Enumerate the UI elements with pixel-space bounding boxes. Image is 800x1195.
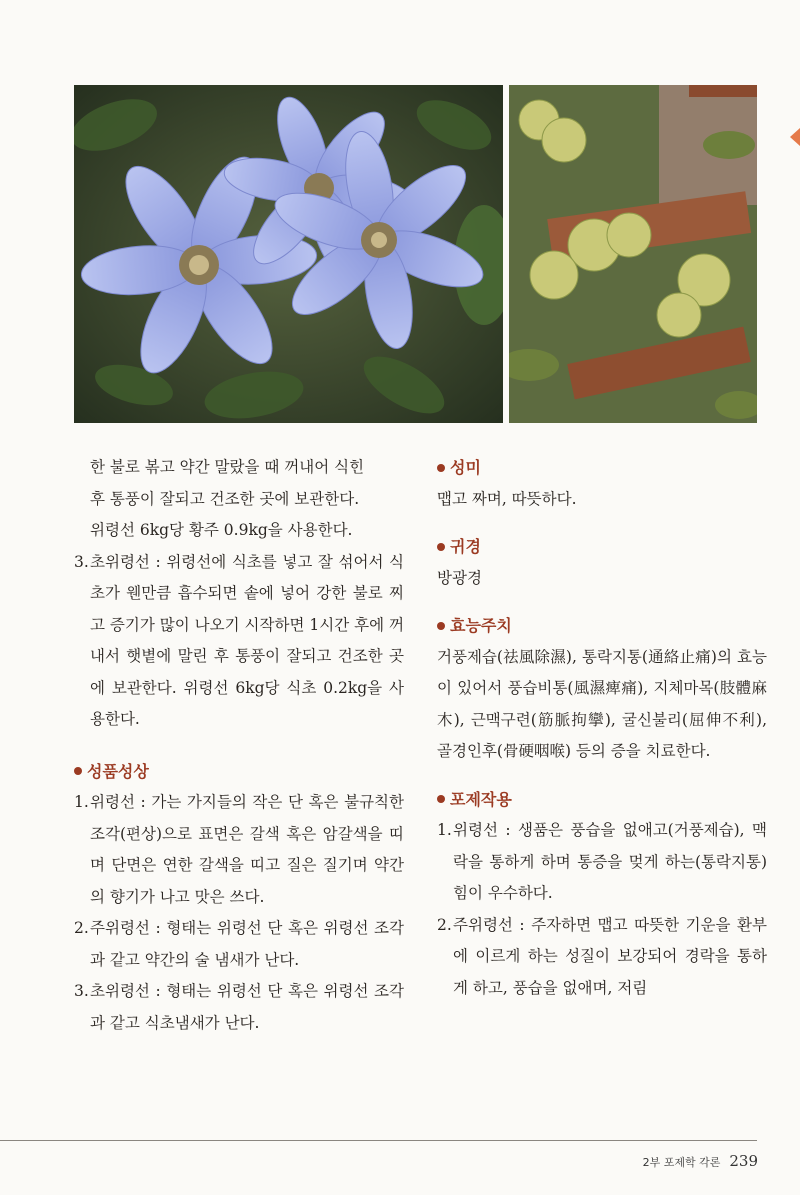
seedhead-illustration: [509, 85, 757, 423]
item-text: 위령선 : 가는 가지들의 작은 단 혹은 불규칙한 조각(편상)으로 표면은 갈색 혹은 암갈색을 띠며 단면은 연한 갈색을 띠고 질은 질기며 약간의 향기가 나고 맛은 쓰다.: [90, 793, 404, 906]
clematis-seedhead-photo: [509, 85, 757, 423]
section-body: 거풍제습(祛風除濕), 통락지통(通絡止痛)의 효능이 있어서 풍습비통(風濕痺痛), 지체마목(肢體麻木), 근맥구련(筋脈拘攣), 굴신불리(屈伸不利), 골경인후(骨硬咽喉) 등의 증을 치료한다.: [437, 647, 767, 760]
continuation-line: 후 통풍이 잘되고 건조한 곳에 보관한다.: [90, 489, 360, 508]
continuation-line: 위령선 6kg당 황주 0.9kg을 사용한다.: [90, 521, 353, 539]
section-heading-text: 귀경: [450, 537, 481, 556]
bullet-icon: [74, 767, 82, 775]
item-text: 초위령선 : 형태는 위령선 단 혹은 위령선 조각과 같고 식초냄새가 난다.: [90, 982, 404, 1032]
bullet-icon: [437, 795, 445, 803]
item-number: 1.: [437, 821, 452, 839]
list-item: [74, 547, 404, 736]
continuation-line: 한 불로 볶고 약간 말랐을 때 꺼내어 식힌: [90, 458, 365, 476]
item-text: 위령선 : 생품은 풍습을 없애고(거풍제습), 맥락을 통하게 하며 통증을 멎게 하는(통락지통) 힘이 우수하다.: [453, 821, 767, 902]
list-item: [74, 976, 404, 1039]
section-heading-text: 성미: [450, 458, 481, 477]
page-number: 239: [729, 1152, 758, 1170]
bullet-icon: [437, 622, 445, 630]
section-heading-text: 포제작용: [450, 789, 512, 809]
list-item: [437, 910, 767, 1005]
section-heading: [437, 610, 767, 642]
list-item: [74, 913, 404, 976]
section-body: 맵고 짜며, 따뜻하다.: [437, 489, 577, 508]
chapter-tab-marker: [790, 128, 800, 146]
item-number: 3.: [74, 552, 89, 571]
bullet-icon: [437, 543, 445, 551]
footer-section-title: 2부 포제학 각론: [642, 1156, 721, 1169]
list-item: [437, 815, 767, 910]
section-heading: [437, 784, 767, 816]
section-heading-text: 성품성상: [87, 761, 149, 781]
item-text: 주위령선 : 주자하면 맵고 따뜻한 기운을 환부에 이르게 하는 성질이 보강되어 경락을 통하게 하고, 풍습을 없애며, 저림: [453, 915, 767, 997]
item-number: 1.: [74, 793, 89, 811]
item-number: 2.: [437, 915, 452, 934]
clematis-flower-photo: [74, 85, 503, 423]
item-text: 초위령선 : 위령선에 식초를 넣고 잘 섞어서 식초가 웬만큼 흡수되면 솥에 넣어 강한 불로 찌고 증기가 많이 나오기 시작하면 1시간 후에 꺼내서 햇볕에 말린 후 통풍이 잘되고 건조한 곳에 보관한다. 위령선 6kg당 식초 0.2kg을 사용한다.: [90, 552, 404, 728]
item-number: 2.: [74, 919, 89, 937]
section-heading-text: 효능주치: [450, 616, 512, 635]
section-heading: [437, 531, 767, 563]
bullet-icon: [437, 464, 445, 472]
right-column: [437, 452, 767, 1004]
list-item: [74, 787, 404, 913]
left-column: [74, 452, 404, 1039]
section-body: 방광경: [437, 568, 482, 587]
clematis-flower-illustration: [74, 85, 503, 423]
page-footer: [643, 1152, 758, 1170]
section-heading: [74, 756, 404, 788]
section-heading: [437, 452, 767, 484]
item-text: 주위령선 : 형태는 위령선 단 혹은 위령선 조각과 같고 약간의 술 냄새가 난다.: [90, 919, 404, 969]
item-number: 3.: [74, 982, 89, 1000]
footer-divider: [0, 1140, 757, 1141]
